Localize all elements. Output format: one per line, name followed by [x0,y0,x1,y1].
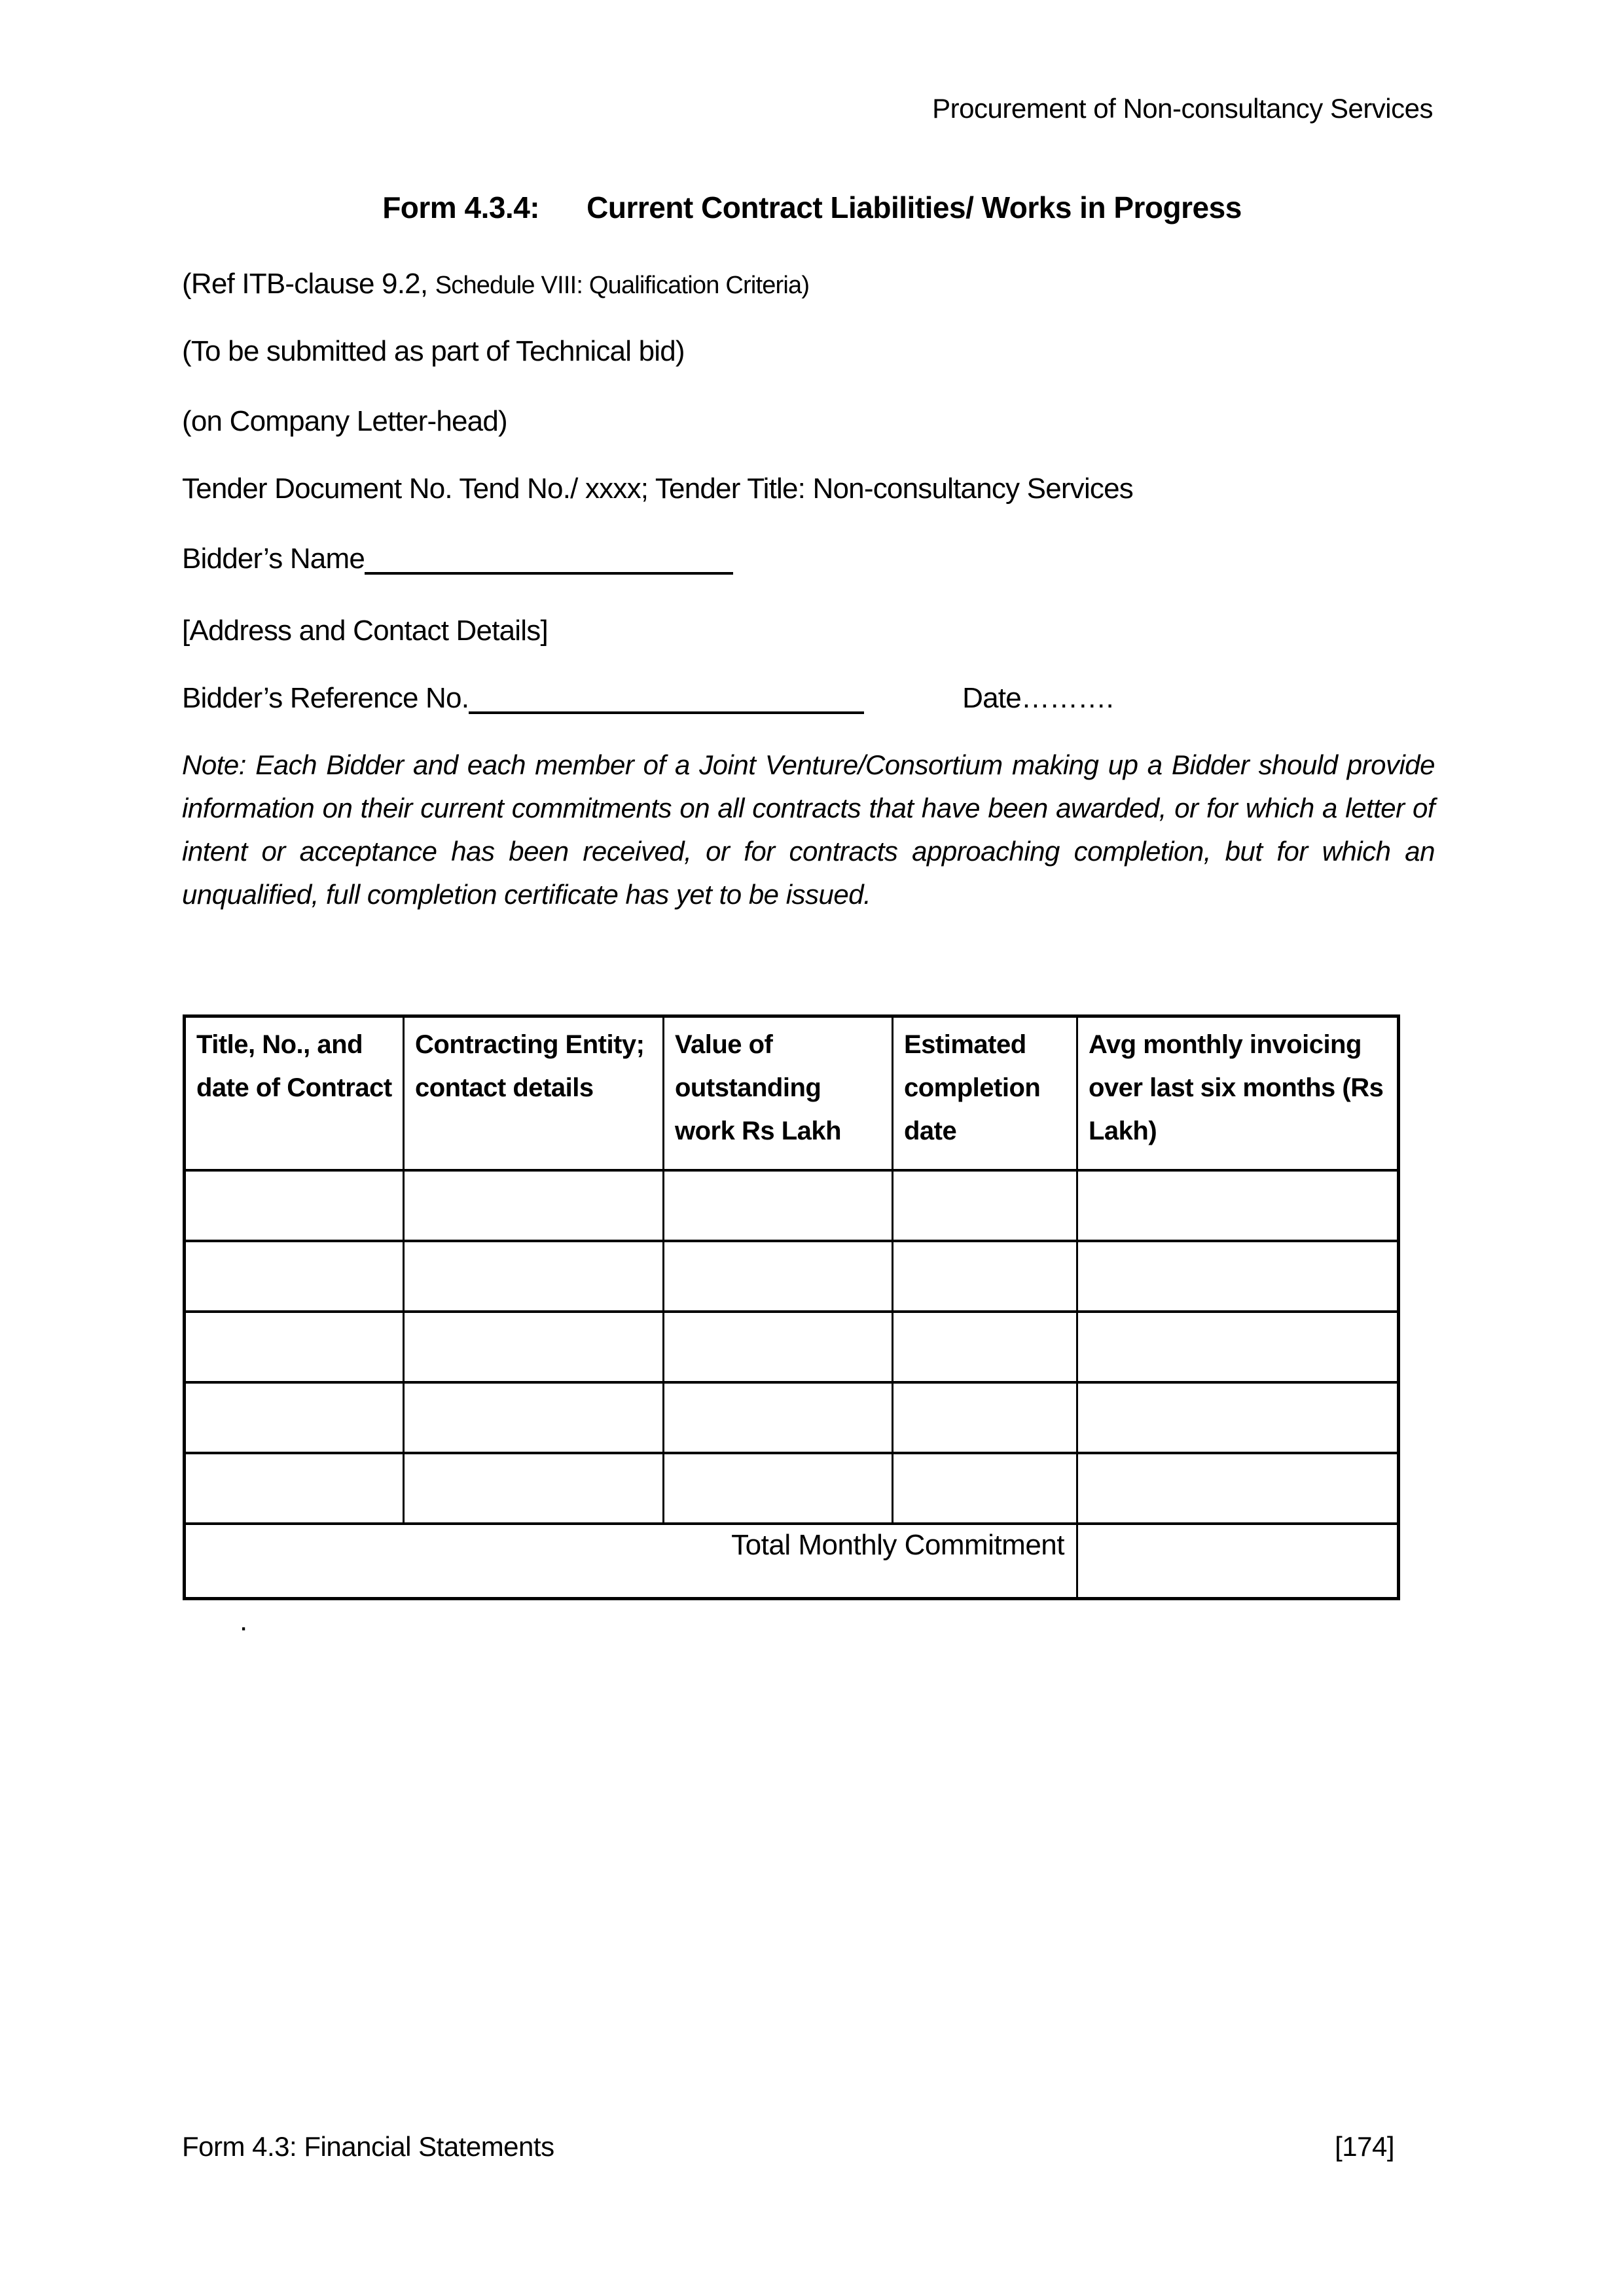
table-cell-empty [664,1241,893,1312]
page-footer [182,2131,1394,2162]
bidder-name-line [182,543,733,575]
table-cell-empty [893,1382,1077,1453]
table-cell-empty [664,1453,893,1524]
form-title-text: Current Contract Liabilities/ Works in Progress [586,190,1242,224]
ref-itb-line [182,268,809,300]
stray-period: . [240,1605,248,1637]
ref-itb-main: (Ref ITB-clause 9.2, [182,268,428,300]
table-cell-empty [893,1312,1077,1382]
table-row [185,1170,1399,1241]
column-header-avg-monthly-invoicing: Avg monthly invoicing over last six months (Rs Lakh) [1077,1016,1399,1170]
table-cell-empty [1077,1312,1399,1382]
form-title [0,190,1624,225]
table-cell-empty [893,1241,1077,1312]
column-header-value-outstanding: Value of outstanding work Rs Lakh [664,1016,893,1170]
table-cell-empty [185,1382,404,1453]
contracts-table [183,1014,1400,1600]
reference-label: Bidder’s Reference No. [182,682,469,714]
table-cell-empty [893,1453,1077,1524]
table-cell-empty [185,1241,404,1312]
ref-itb-schedule: Schedule VIII: Qualification Criteria) [435,272,810,299]
reference-blank [469,704,864,714]
table-row [185,1453,1399,1524]
table-cell-empty [404,1312,664,1382]
tender-line: Tender Document No. Tend No./ xxxx; Tender Title: Non-consultancy Services [182,473,1134,505]
page-header-text: Procurement of Non-consultancy Services [932,93,1433,124]
bidder-name-blank [365,564,733,575]
letterhead-line: (on Company Letter-head) [182,405,507,437]
table-cell-empty [404,1241,664,1312]
table-row [185,1382,1399,1453]
table-row [185,1312,1399,1382]
table-cell-empty [1077,1170,1399,1241]
table-cell-empty [404,1170,664,1241]
date-label: Date………. [962,682,1113,714]
column-header-estimated-completion: Estimated completion date [893,1016,1077,1170]
table-cell-empty [185,1453,404,1524]
submit-line: (To be submitted as part of Technical bid) [182,335,685,367]
column-header-contracting-entity: Contracting Entity; contact details [404,1016,664,1170]
table-cell-empty [404,1453,664,1524]
total-monthly-commitment-label: Total Monthly Commitment [185,1524,1077,1599]
table-cell-empty [1077,1241,1399,1312]
table-cell-empty [185,1312,404,1382]
footer-left-text: Form 4.3: Financial Statements [182,2131,554,2162]
table-cell-empty [664,1170,893,1241]
table-header-row [185,1016,1399,1170]
address-line: [Address and Contact Details] [182,615,548,647]
bidder-name-label: Bidder’s Name [182,543,365,575]
table-row [185,1241,1399,1312]
table-cell-empty [893,1170,1077,1241]
column-header-title-no-date: Title, No., and date of Contract [185,1016,404,1170]
total-value-cell-empty [1077,1524,1399,1599]
footer-page-number: [174] [1335,2131,1394,2162]
reference-line [182,682,1113,715]
table-cell-empty [1077,1453,1399,1524]
total-row [185,1524,1399,1599]
table-cell-empty [664,1312,893,1382]
table-cell-empty [1077,1382,1399,1453]
table-cell-empty [404,1382,664,1453]
table-cell-empty [664,1382,893,1453]
note-paragraph: Note: Each Bidder and each member of a Joint Venture/Consortium making up a Bidder should provide information on their current commitments on all contracts that have been awarded, or for which a letter of intent or acceptance has been received, or for contracts approaching completion, but for which an unqualified, full completion certificate has yet to be issued. [182,749,1435,910]
form-number: Form 4.3.4: [382,190,540,224]
table-cell-empty [185,1170,404,1241]
